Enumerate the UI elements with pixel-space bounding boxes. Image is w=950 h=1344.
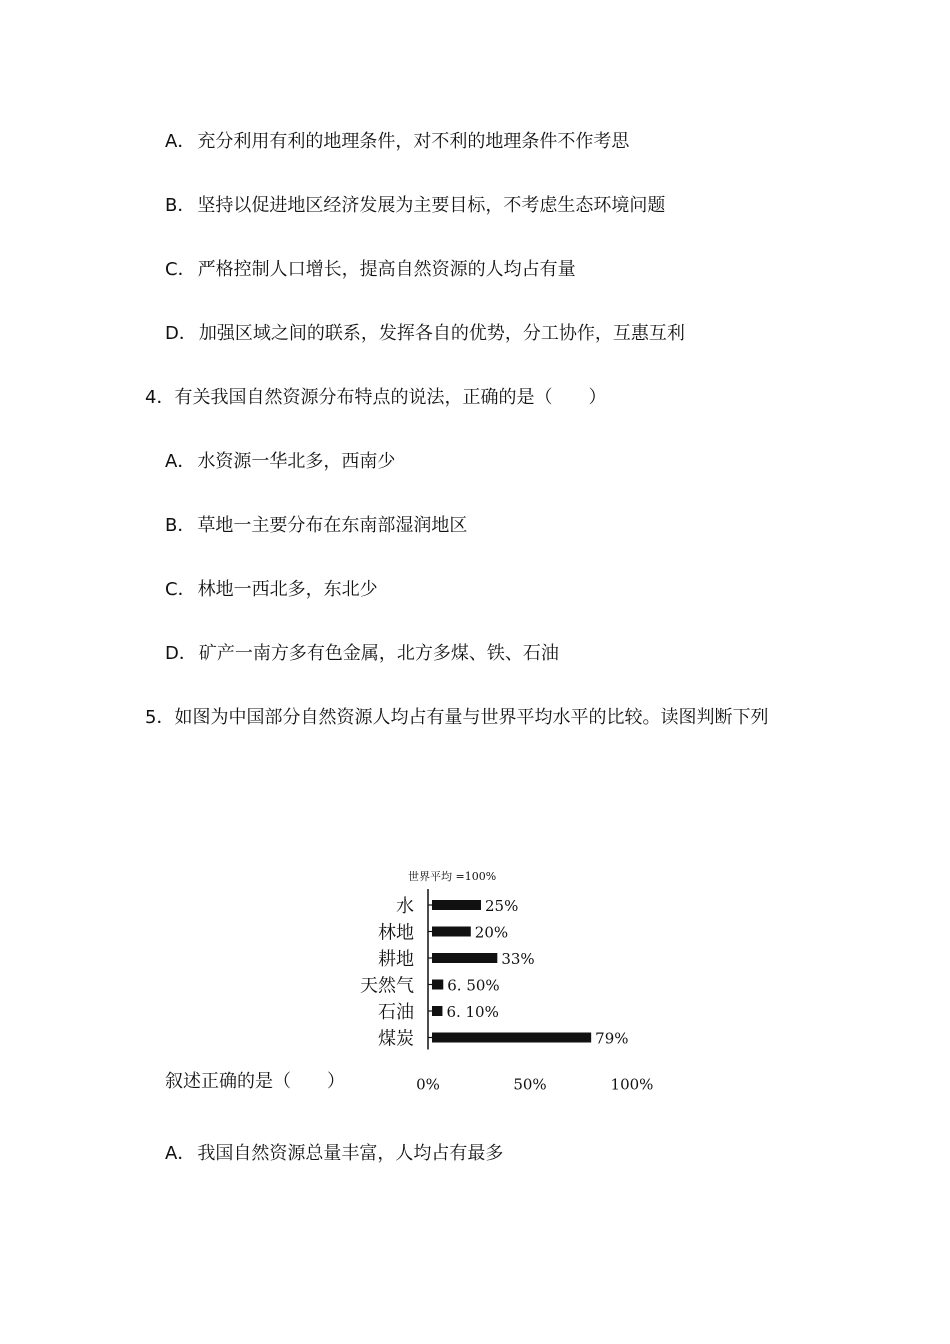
option-text: 水资源一华北多，西南少 — [197, 451, 396, 472]
option-text: 充分利用有利的地理条件，对不利的地理条件不作考思 — [197, 131, 630, 152]
x-tick-label: 50% — [513, 1075, 547, 1092]
option-text: 林地一西北多，东北少 — [197, 579, 378, 600]
option-letter: B． — [165, 195, 196, 216]
value-label: 6. 50% — [447, 976, 500, 995]
q4-option-b — [165, 514, 467, 538]
option-text: 草地一主要分布在东南部湿润地区 — [197, 515, 468, 536]
q3-option-d — [165, 322, 685, 346]
value-label: 33% — [501, 950, 535, 968]
category-label: 石油 — [378, 1002, 414, 1023]
q3-option-b — [165, 194, 665, 218]
bar — [432, 1033, 591, 1043]
category-label: 天然气 — [360, 975, 414, 997]
x-tick-label: 100% — [610, 1075, 654, 1092]
value-label: 6. 10% — [446, 1003, 499, 1021]
bar — [432, 900, 481, 910]
option-letter: D． — [165, 323, 197, 344]
value-label: 20% — [474, 923, 509, 942]
option-letter: A． — [165, 451, 196, 472]
option-text: 我国自然资源总量丰富，人均占有最多 — [197, 1143, 504, 1164]
resource-bar-chart — [350, 862, 670, 1092]
category-label: 林地 — [378, 922, 414, 944]
q3-option-c — [165, 258, 576, 282]
option-text: 矿产一南方多有色金属，北方多煤、铁、石油 — [198, 643, 559, 664]
category-label: 煤炭 — [378, 1028, 414, 1050]
q3-option-a — [165, 130, 629, 154]
q5-option-a — [165, 1142, 503, 1166]
option-text: 加强区域之间的联系，发挥各自的优势，分工协作，互惠互利 — [198, 323, 685, 344]
q4-option-a — [165, 450, 395, 474]
chart-title: 世界平均 =100% — [408, 870, 497, 883]
q4-option-c — [165, 578, 378, 602]
x-tick-label: 0% — [416, 1075, 440, 1092]
bar — [432, 1006, 442, 1016]
option-text: 坚持以促进地区经济发展为主要目标，不考虑生态环境问题 — [197, 195, 666, 216]
option-letter: B． — [165, 515, 196, 536]
value-label: 79% — [595, 1029, 629, 1048]
q4-stem: 4．有关我国自然资源分布特点的说法，正确的是（ ） — [145, 387, 607, 408]
bar — [432, 980, 443, 990]
bar — [432, 953, 497, 963]
q5-stem: 5．如图为中国部分自然资源人均占有量与世界平均水平的比较。读图判断下列 — [145, 707, 769, 728]
q5-stem-continued: 叙述正确的是（ ） — [165, 1071, 345, 1092]
option-text: 严格控制人口增长，提高自然资源的人均占有量 — [197, 259, 576, 280]
category-label: 水 — [396, 896, 414, 917]
value-label: 25% — [485, 897, 519, 915]
category-label: 耕地 — [378, 949, 414, 970]
option-letter: D． — [165, 643, 197, 664]
option-letter: A． — [165, 131, 196, 152]
bar — [432, 927, 471, 937]
option-letter: C． — [165, 259, 196, 280]
option-letter: A． — [165, 1143, 196, 1164]
q4-option-d — [165, 642, 559, 666]
option-letter: C． — [165, 579, 196, 600]
